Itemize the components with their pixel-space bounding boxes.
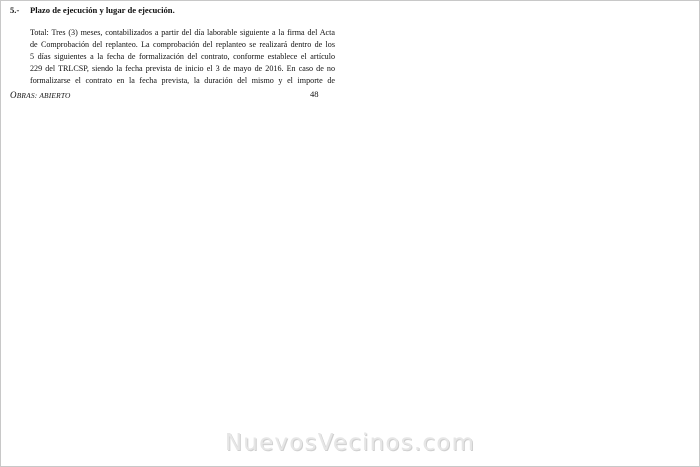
paragraph-line: formalizarse el contrato en la fecha prevista, la duración del mismo y el importe de — [30, 76, 335, 86]
watermark-text: NuevosVecinos.com — [224, 430, 476, 456]
footer-label-initial: O — [10, 90, 17, 100]
page-number: 48 — [310, 89, 319, 99]
section-number: 5.- — [10, 5, 20, 15]
footer-label-rest: BRAS: ABIERTO — [16, 91, 71, 100]
paragraph-line: 229 del TRLCSP, siendo la fecha prevista de inicio el 3 de mayo de 2016. En caso de no — [30, 64, 335, 74]
footer-document-label — [10, 90, 71, 101]
paragraph-line: Total: Tres (3) meses, contabilizados a partir del día laborable siguiente a la firma del Acta — [30, 28, 335, 37]
paragraph-line: de Comprobación del replanteo. La comprobación del replanteo se realizará dentro de los — [30, 40, 335, 50]
paragraph — [30, 27, 335, 87]
section-title: Plazo de ejecución y lugar de ejecución. — [30, 5, 175, 15]
paragraph-line: 5 días siguientes a la fecha de formalización del contrato, conforme establece el artículo — [30, 52, 335, 62]
section-heading — [10, 4, 175, 16]
